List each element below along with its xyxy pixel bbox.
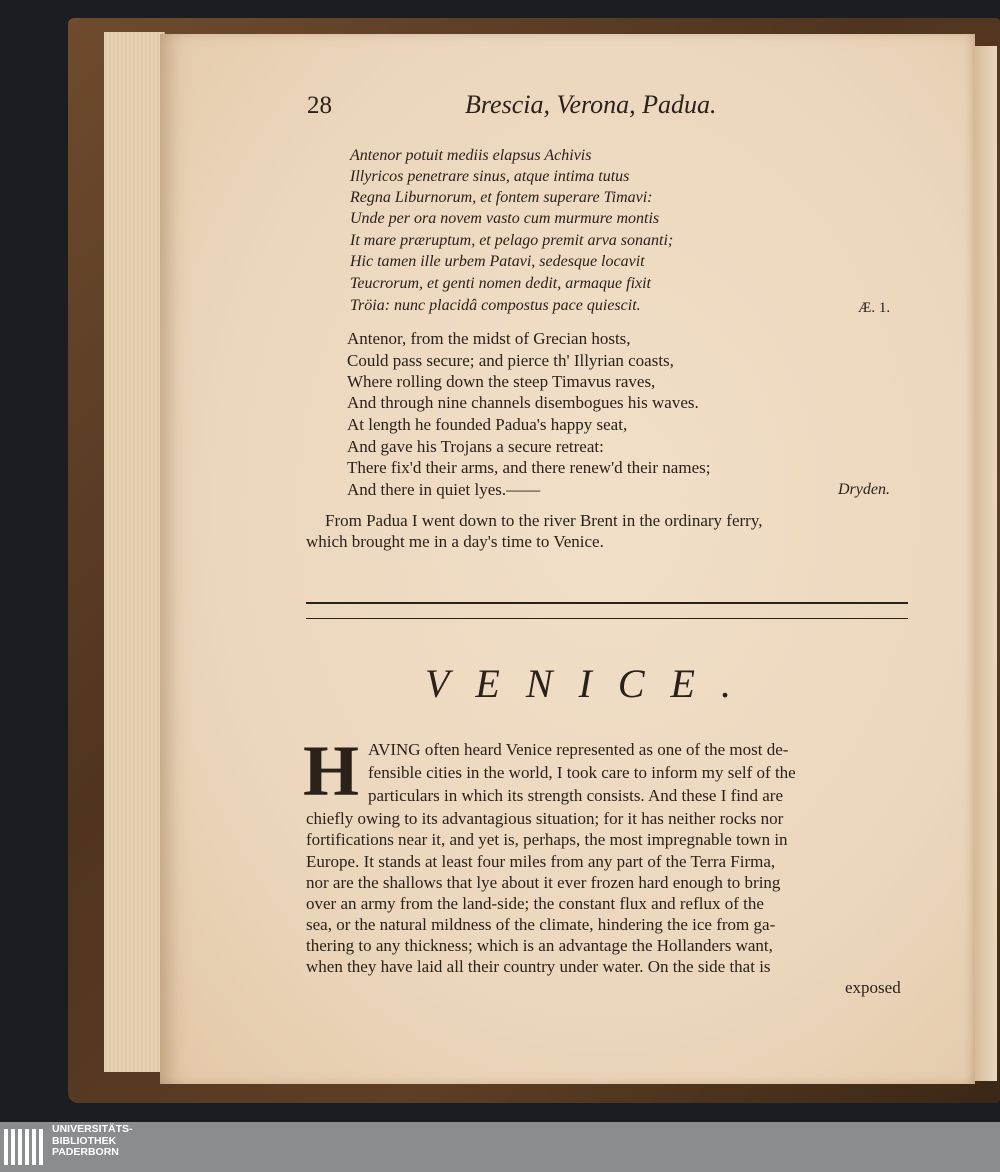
english-line: And through nine channels disembogues his waves. xyxy=(347,393,699,412)
running-title: Brescia, Verona, Padua. xyxy=(465,90,717,119)
latin-line: Regna Liburnorum, et fontem superare Timavi: xyxy=(350,189,653,206)
closing-paragraph-line: which brought me in a day's time to Venice. xyxy=(306,532,604,551)
english-line: Antenor, from the midst of Grecian hosts, xyxy=(347,329,631,348)
english-line: Could pass secure; and pierce th' Illyrian coasts, xyxy=(347,351,674,370)
latin-line: Hic tamen ille urbem Patavi, sedesque locavit xyxy=(350,253,645,270)
latin-line: Illyricos penetrare sinus, atque intima tutus xyxy=(350,168,630,185)
body-line: fensible cities in the world, I took care to inform my self of the xyxy=(368,763,796,782)
page-number: 28 xyxy=(307,92,332,119)
catchword: exposed xyxy=(845,978,901,997)
latin-line: Unde per ora novem vasto cum murmure montis xyxy=(350,210,660,227)
library-logo-icon xyxy=(4,1127,48,1167)
logo-text-line: UNIVERSITÄTS- xyxy=(52,1123,133,1135)
body-line: chiefly owing to its advantagious situation; for it has neither rocks nor xyxy=(306,809,784,828)
logo-text-line: PADERBORN xyxy=(52,1146,119,1158)
english-line: At length he founded Padua's happy seat, xyxy=(347,415,628,434)
drop-cap: H xyxy=(303,731,360,811)
english-line: And there in quiet lyes.—— xyxy=(347,480,541,499)
latin-line: Teucrorum, et genti nomen dedit, armaque fixit xyxy=(350,275,651,292)
closing-paragraph-line: From Padua I went down to the river Brent in the ordinary ferry, xyxy=(325,511,763,530)
english-reference: Dryden. xyxy=(838,481,890,498)
body-line: thering to any thickness; which is an advantage the Hollanders want, xyxy=(306,936,773,955)
body-line: when they have laid all their country under water. On the side that is xyxy=(306,957,771,976)
page-edges xyxy=(104,32,165,1072)
section-rule xyxy=(306,602,908,604)
latin-line: It mare præruptum, et pelago premit arva sonanti; xyxy=(350,232,674,249)
body-line: sea, or the natural mildness of the climate, hindering the ice from ga- xyxy=(306,915,776,934)
latin-reference: Æ. 1. xyxy=(858,300,891,316)
footer-bar xyxy=(0,1122,1000,1172)
body-line: nor are the shallows that lye about it ever frozen hard enough to bring xyxy=(306,873,781,892)
latin-line: Antenor potuit mediis elapsus Achivis xyxy=(350,147,592,164)
body-line: fortifications near it, and yet is, perhaps, the most impregnable town in xyxy=(306,830,788,849)
english-line: And gave his Trojans a secure retreat: xyxy=(347,437,604,456)
library-logo-text xyxy=(52,1124,133,1159)
body-line: Europe. It stands at least four miles from any part of the Terra Firma, xyxy=(306,852,776,871)
body-line: particulars in which its strength consists. And these I find are xyxy=(368,786,783,805)
section-title: VENICE. xyxy=(425,661,757,706)
body-line: AVING often heard Venice represented as one of the most de- xyxy=(368,740,789,759)
body-line: over an army from the land-side; the constant flux and reflux of the xyxy=(306,894,764,913)
section-rule xyxy=(306,618,908,619)
logo-text-line: BIBLIOTHEK xyxy=(52,1134,117,1147)
english-line: There fix'd their arms, and there renew'd their names; xyxy=(347,458,711,477)
latin-line: Tröia: nunc placidâ compostus pace quiescit. xyxy=(350,297,641,314)
english-line: Where rolling down the steep Timavus raves, xyxy=(347,372,656,391)
facing-page-edge xyxy=(975,46,997,1081)
